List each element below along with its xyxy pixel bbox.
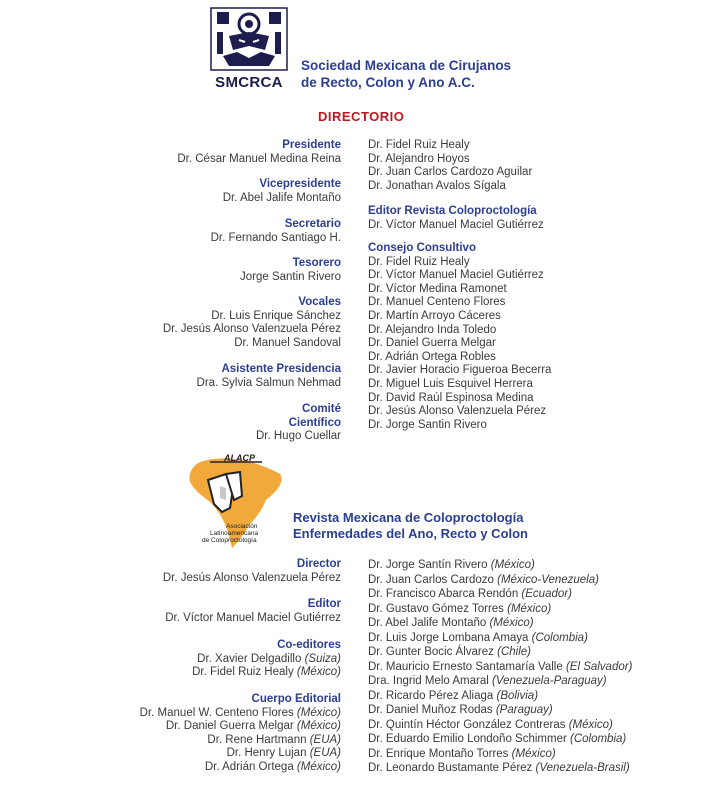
smcrca-logo [209, 6, 289, 94]
person-name: Dr. Jesús Alonso Valenzuela Pérez [162, 323, 341, 336]
country-label: (México) [490, 559, 535, 571]
person-name: Dr. Alejandro Hoyos [368, 152, 470, 165]
person-name: Dr. Daniel Muñoz Rodas [368, 704, 496, 716]
journal-title [293, 510, 528, 542]
person-entry [368, 631, 632, 646]
person-name: Dra. Ingrid Melo Amaral [368, 675, 492, 687]
role-title: Secretario [284, 218, 341, 230]
person-name: Dr. Abel Jalife Montaño [222, 191, 341, 204]
person-entry [368, 674, 632, 689]
person-name: Dr. Manuel Centeno Flores [368, 296, 506, 309]
aztec-glyph-icon [209, 6, 289, 72]
role-title: Comité Científico [288, 403, 341, 429]
person-name: Dr. Víctor Manuel Maciel Gutiérrez [368, 269, 544, 282]
role-group-presidente [177, 139, 341, 166]
role-group-editor-revista [368, 205, 544, 232]
society-name [301, 57, 511, 91]
country-label: (EUA) [309, 747, 341, 760]
country-label: (México) [296, 760, 341, 773]
role-group-tesorero [240, 257, 341, 284]
country-label: (México) [296, 706, 341, 719]
country-label: (México) [296, 666, 341, 679]
person-entry [368, 587, 632, 602]
country-label: (El Salvador) [565, 660, 633, 673]
role-title: Asistente Presidencia [221, 363, 341, 375]
role-group-director [163, 558, 341, 585]
person-name: Dr. Mauricio Ernesto Santamaría Valle [368, 660, 566, 673]
smcrca-logo-text: SMCRCA [215, 74, 283, 91]
person-name: Dr. Jonathan Avalos Sígala [368, 179, 506, 192]
role-group-comite-cientifico [256, 403, 341, 444]
person-name: Dr. Francisco Abarca Rendón [368, 588, 522, 600]
person-name: Dr. Víctor Manuel Maciel Gutiérrez [368, 218, 544, 231]
person-name: Dr. Alejandro Inda Toledo [368, 323, 497, 336]
country-label: (Bolivia) [496, 689, 539, 702]
person-name: Dr. Fidel Ruiz Healy [368, 139, 470, 151]
role-group-secretario [211, 218, 341, 245]
continued-list [368, 139, 532, 193]
person-name: Dr. Jesús Alonso Valenzuela Pérez [368, 405, 547, 418]
person-entry [192, 666, 341, 680]
society-name-line1: Sociedad Mexicana de Cirujanos [301, 58, 512, 73]
alacp-caption-line3: de Coloproctología [202, 537, 257, 544]
person-name: Dr. Fidel Ruiz Healy [192, 666, 297, 679]
person-name: Dr. Jesús Alonso Valenzuela Pérez [162, 571, 341, 584]
role-title: Presidente [282, 139, 341, 151]
journal-title-line1: Revista Mexicana de Coloproctología [293, 510, 524, 525]
person-name: Dr. Daniel Guerra Melgar [165, 720, 297, 733]
person-name: Dr. Ricardo Pérez Aliaga [368, 689, 497, 702]
country-label: (Chile) [497, 646, 531, 658]
person-name: Dr. Luis Enrique Sánchez [211, 309, 341, 322]
country-label: (Venezuela-Paraguay) [492, 675, 607, 687]
role-group-cuerpo-editorial [140, 693, 341, 775]
country-label: (Paraguay) [495, 704, 553, 716]
person-name: Dr. Henry Lujan [226, 747, 310, 760]
person-entry [368, 718, 632, 733]
person-name: Dr. Eduardo Emilio Londoño Schimmer [368, 733, 570, 745]
person-entry [140, 720, 341, 734]
role-title: Editor [307, 598, 341, 610]
country-label: (México) [296, 720, 341, 733]
person-name: Jorge Santin Rivero [240, 270, 341, 283]
person-name: Dr. Luis Jorge Lombana Amaya [368, 631, 532, 644]
person-entry [140, 707, 341, 721]
person-entry [192, 653, 341, 667]
role-group-editor [165, 598, 341, 625]
person-entry [140, 734, 341, 748]
person-name: Dr. Jorge Santín Rivero [368, 559, 491, 571]
role-group-vocales [163, 296, 341, 350]
role-group-asistente-presidencia [197, 363, 341, 390]
person-name: Dr. Martín Arroyo Cáceres [368, 309, 501, 322]
role-title: Co-editores [277, 639, 341, 651]
person-entry [368, 747, 632, 762]
country-label: (México) [568, 718, 613, 731]
person-name: Dr. Daniel Guerra Melgar [368, 337, 496, 350]
person-name: Dr. Fernando Santiago H. [210, 231, 341, 244]
country-label: (México) [507, 602, 552, 615]
country-label: (Colombia) [531, 631, 588, 644]
country-label: (México) [489, 617, 534, 629]
person-name: Dr. Juan Carlos Cardozo [368, 573, 498, 586]
role-title: Vicepresidente [259, 178, 341, 190]
person-name: Dr. Adrián Ortega [204, 760, 297, 773]
latin-america-map-icon [170, 452, 290, 552]
role-title: Vocales [298, 296, 341, 308]
person-name: Dr. Abel Jalife Montaño [368, 617, 490, 629]
person-name: Dra. Sylvia Salmun Nehmad [196, 376, 341, 389]
country-label: (EUA) [309, 733, 341, 746]
person-name: Dr. Fidel Ruiz Healy [368, 255, 470, 268]
person-name: Dr. Gustavo Gómez Torres [368, 602, 508, 615]
person-name: Dr. Quintín Héctor González Contreras [368, 718, 569, 731]
person-entry [368, 703, 632, 718]
person-name: Dr. Manuel W. Centeno Flores [139, 706, 297, 719]
person-name: Dr. Juan Carlos Cardozo Aguilar [368, 166, 533, 179]
society-name-line2: de Recto, Colon y Ano A.C. [301, 75, 475, 90]
person-name: Dr. Jorge Santin Rivero [368, 418, 487, 431]
role-title: Cuerpo Editorial [251, 693, 341, 705]
person-name: Dr. Javier Horacio Figueroa Becerra [368, 364, 552, 377]
person-entry [368, 602, 632, 617]
person-entry [368, 761, 632, 776]
role-title: Director [296, 558, 341, 570]
person-entry [368, 616, 632, 631]
person-entry [368, 689, 632, 704]
role-title: Tesorero [292, 257, 341, 269]
role-title: Consejo Consultivo [368, 242, 476, 254]
person-name: Dr. Víctor Manuel Maciel Gutiérrez [165, 611, 341, 624]
person-name: Dr. Leonardo Bustamante Pérez [368, 762, 536, 774]
person-name: Dr. Xavier Delgadillo [197, 652, 305, 665]
person-entry [368, 660, 632, 675]
person-entry [368, 558, 632, 573]
country-label: (Colombia) [570, 733, 627, 745]
person-name: Dr. Enrique Montaño Torres [368, 747, 512, 760]
country-label: (México) [511, 747, 556, 760]
person-name: Dr. Rene Hartmann [207, 733, 310, 746]
alacp-caption-line1: Asociación [226, 523, 258, 530]
alacp-caption-line2: Latinoamericana [210, 530, 259, 537]
country-label: (Ecuador) [521, 588, 572, 600]
country-label: (México-Venezuela) [497, 573, 599, 586]
person-name: Dr. César Manuel Medina Reina [177, 152, 341, 165]
country-label: (Venezuela-Brasil) [535, 762, 630, 774]
person-entry [368, 732, 632, 747]
person-name: Dr. Hugo Cuellar [255, 430, 341, 443]
role-title: Editor Revista Coloproctología [368, 205, 537, 217]
role-group-consejo-consultivo [368, 242, 551, 432]
person-entry [368, 645, 632, 660]
person-name: Dr. Adrián Ortega Robles [368, 350, 496, 363]
journal-title-line2: Enfermedades del Ano, Recto y Colon [293, 526, 529, 541]
person-name: Dr. Víctor Medina Ramonet [368, 282, 507, 295]
person-name: Dr. Manuel Sandoval [234, 336, 341, 349]
person-entry [140, 747, 341, 761]
directory-title: DIRECTORIO [318, 109, 405, 124]
journal-right-column [368, 558, 632, 776]
role-group-co-editores [192, 639, 341, 680]
alacp-logo-text: ALACP [224, 453, 255, 463]
person-name: Dr. Miguel Luis Esquivel Herrera [368, 377, 533, 390]
person-entry [140, 761, 341, 775]
person-name: Dr. David Raúl Espinosa Medina [368, 391, 534, 404]
country-label: (Suiza) [304, 652, 341, 665]
alacp-logo [170, 452, 290, 552]
person-name: Dr. Gunter Bocic Álvarez [368, 646, 498, 658]
role-group-vicepresidente [223, 178, 341, 205]
person-entry [368, 573, 632, 588]
